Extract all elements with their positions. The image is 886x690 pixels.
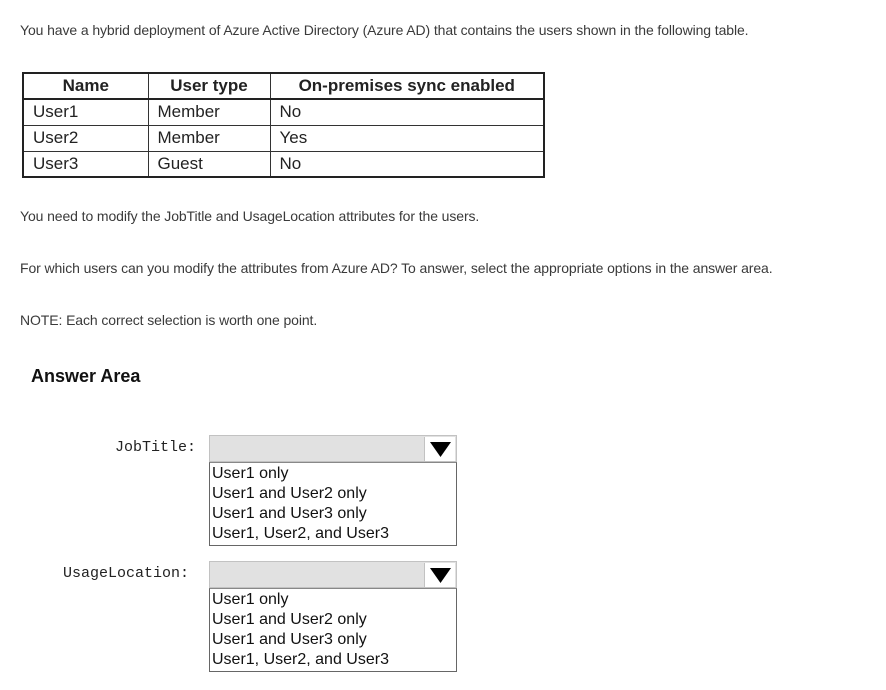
dropdown-option[interactable]: User1 and User2 only	[212, 611, 367, 628]
table-row	[23, 151, 544, 177]
cell-sync-enabled: No	[270, 151, 544, 177]
cell-user-type: Member	[148, 99, 270, 125]
users-table	[22, 72, 545, 178]
dropdown-option[interactable]: User1 only	[212, 591, 289, 608]
jobtitle-dropdown-header[interactable]	[209, 435, 457, 462]
table-row	[23, 125, 544, 151]
cell-name: User2	[23, 125, 148, 151]
triangle-down-icon[interactable]	[424, 563, 455, 587]
triangle-down-icon[interactable]	[424, 437, 455, 461]
header-user-type: User type	[148, 73, 270, 99]
jobtitle-dropdown[interactable]	[209, 435, 457, 546]
question-note: NOTE: Each correct selection is worth one point.	[20, 312, 318, 328]
cell-name: User3	[23, 151, 148, 177]
usagelocation-dropdown[interactable]	[209, 561, 457, 672]
dropdown-option[interactable]: User1 and User3 only	[212, 631, 367, 648]
cell-sync-enabled: No	[270, 99, 544, 125]
usagelocation-dropdown-header[interactable]	[209, 561, 457, 588]
question-intro: You have a hybrid deployment of Azure Active Directory (Azure AD) that contains the users shown in the following table.	[20, 22, 749, 38]
jobtitle-options-list	[209, 462, 457, 546]
usagelocation-options-list	[209, 588, 457, 672]
cell-sync-enabled: Yes	[270, 125, 544, 151]
dropdown-option[interactable]: User1 and User3 only	[212, 505, 367, 522]
dropdown-option[interactable]: User1, User2, and User3	[212, 525, 389, 542]
usagelocation-label: UsageLocation:	[63, 565, 190, 582]
dropdown-option[interactable]: User1, User2, and User3	[212, 651, 389, 668]
question-which: For which users can you modify the attributes from Azure AD? To answer, select the appropriate options in the answer area.	[20, 260, 773, 276]
cell-user-type: Guest	[148, 151, 270, 177]
cell-name: User1	[23, 99, 148, 125]
header-sync-enabled: On-premises sync enabled	[270, 73, 544, 99]
answer-area-title: Answer Area	[31, 366, 141, 386]
jobtitle-label: JobTitle:	[115, 439, 197, 456]
table-row	[23, 99, 544, 125]
cell-user-type: Member	[148, 125, 270, 151]
question-need: You need to modify the JobTitle and UsageLocation attributes for the users.	[20, 208, 480, 224]
table-header-row	[23, 73, 544, 99]
dropdown-option[interactable]: User1 and User2 only	[212, 485, 367, 502]
dropdown-option[interactable]: User1 only	[212, 465, 289, 482]
header-name: Name	[23, 73, 148, 99]
